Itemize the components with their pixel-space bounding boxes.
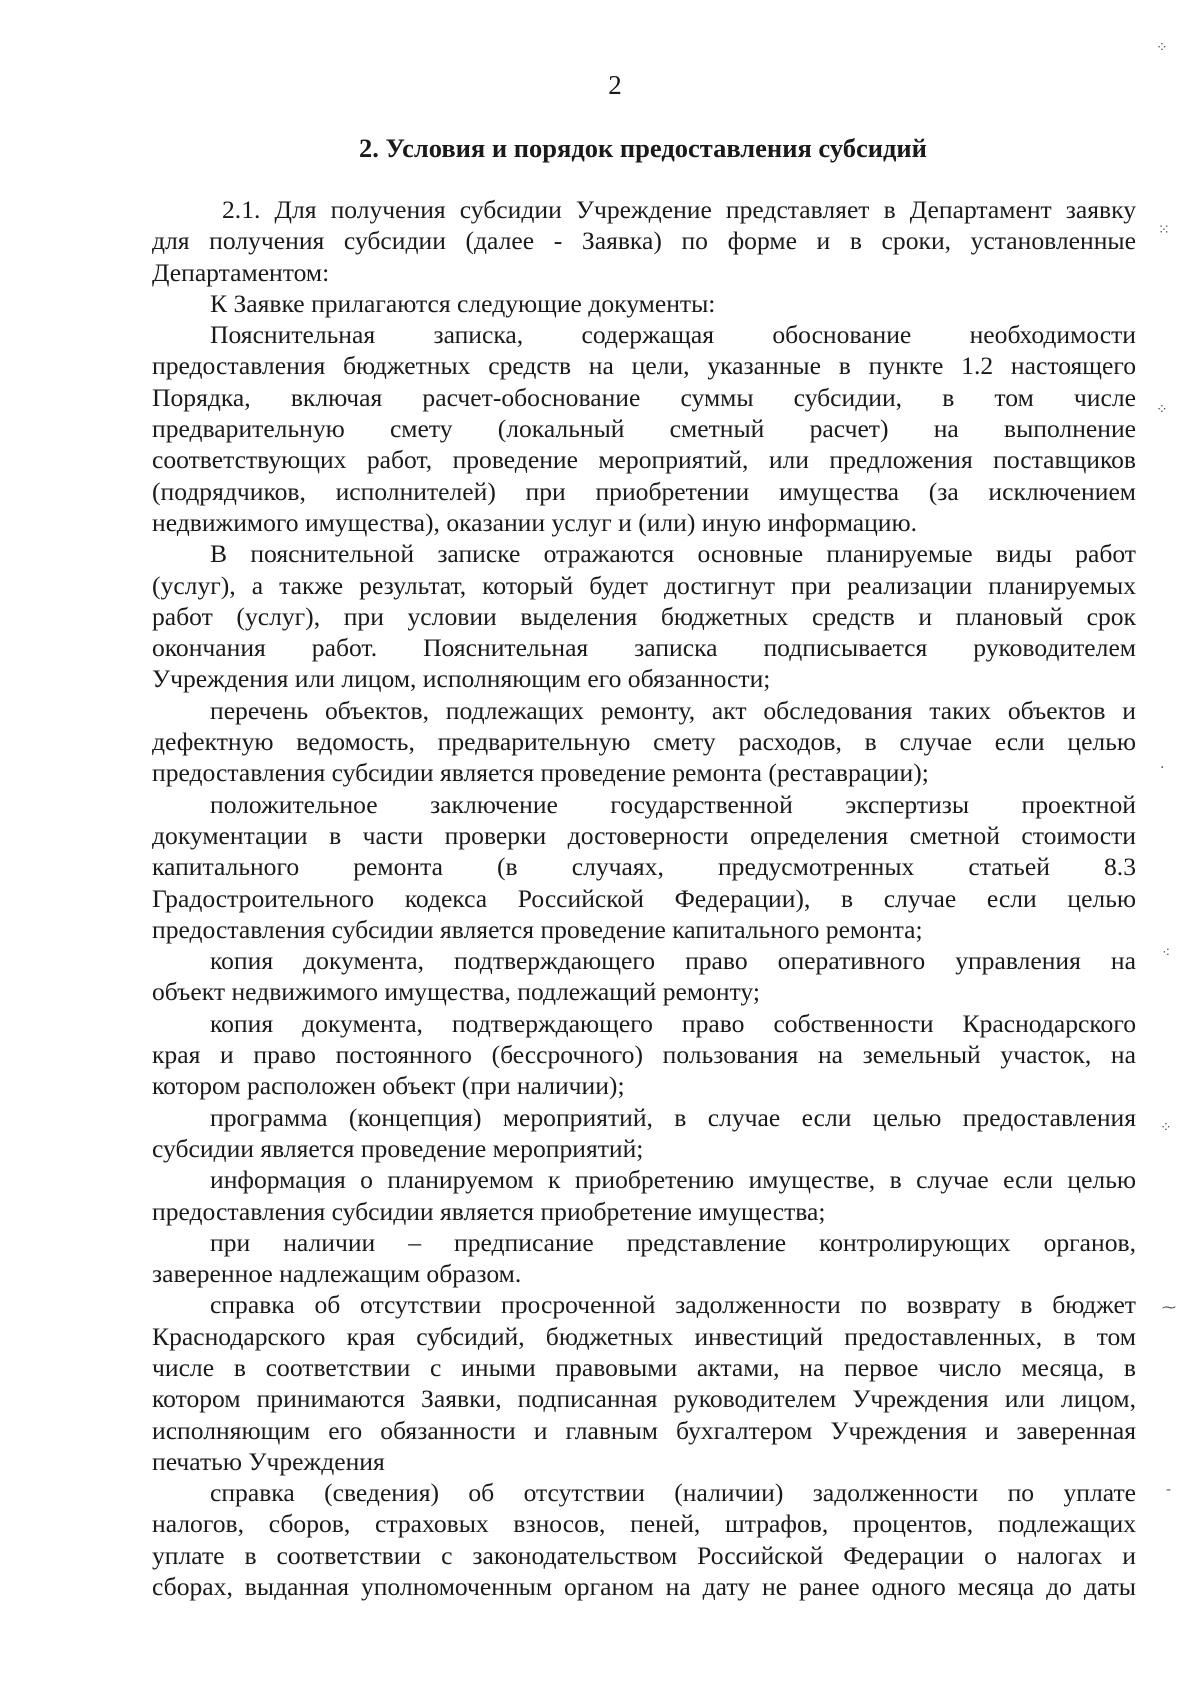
paragraph-operational-management: копия документа, подтверждающего право оперативного управления на объект недвижимого имущества, подлежащий ремонту; bbox=[152, 946, 1136, 1007]
scan-artifact: · bbox=[1160, 760, 1165, 776]
scan-artifact: ⁘ bbox=[1156, 40, 1168, 56]
paragraph-documents-intro: К Заявке прилагаются следующие документы: bbox=[210, 288, 716, 318]
paragraph-tax-certificate: справка (сведения) об отсутствии (наличии) задолженности по уплате налогов, сборов, страховых взносов, пеней, штрафов, процентов, подлежащих уплате в соответствии с законодательством Российской Федерации о налогах и сборах, выданная уполномоченным органом на дату не ранее одного месяца до даты bbox=[152, 1478, 1136, 1602]
scan-artifact: ⁓ bbox=[1162, 1300, 1176, 1316]
paragraph-explanatory-note: Пояснительная записка, содержащая обоснование необходимости предоставления бюджетных средств на цели, указанные в пункте 1.2 настоящего Порядка, включая расчет-обоснование суммы субсидии, в том числе предварительную смету (локальный сметный расчет) на выполнение соответствующих работ, проведение мероприятий, или предложения поставщиков (подрядчиков, исполнителей) при приобретении имущества (за исключением недвижимого имущества), оказании услуг и (или) иную информацию. bbox=[152, 320, 1136, 537]
paragraph-2-1: 2.1. Для получения субсидии Учреждение представляет в Департамент заявку для получения субсидии (далее - Заявка) по форме и в сроки, установленные Департаментом: bbox=[152, 195, 1136, 287]
scan-artifact: - bbox=[1166, 1482, 1172, 1498]
scan-artifact: ⁘ bbox=[1160, 1120, 1172, 1136]
paragraph-property-info: информация о планируемом к приобретению имуществе, в случае если целью предоставления субсидии является приобретение имущества; bbox=[152, 1165, 1136, 1226]
paragraph-repair-list: перечень объектов, подлежащих ремонту, акт обследования таких объектов и дефектную ведомость, предварительную смету расходов, в случае если целью предоставления субсидии является проведение ремонта (реставрации); bbox=[152, 695, 1136, 788]
paragraph-expertise: положительное заключение государственной экспертизы проектной документации в части проверки достоверности определения сметной стоимости капитального ремонта (в случаях, предусмотренных статьей 8.3 Градостроительного кодекса Российской Федерации), в случае если целью предоставления субсидии является проведение капитального ремонта; bbox=[152, 789, 1136, 944]
paragraph-prescription: при наличии – предписание представление контролирующих органов, заверенное надлежащим образом. bbox=[152, 1227, 1136, 1289]
paragraph-debt-certificate: справка об отсутствии просроченной задолженности по возврату в бюджет Краснодарского края субсидий, бюджетных инвестиций предоставленных, в том числе в соответствии с иными правовыми актами, на первое число месяца, в котором принимаются Заявки, подписанная руководителем Учреждения или лицом, исполняющим его обязанности и главным бухгалтером Учреждения и заверенная печатью Учреждения bbox=[152, 1290, 1136, 1476]
section-heading: 2. Условия и порядок предоставления субсидий bbox=[359, 133, 927, 163]
paragraph-program: программа (концепция) мероприятий, в случае если целью предоставления субсидии является проведение мероприятий; bbox=[152, 1102, 1136, 1163]
document-body bbox=[152, 194, 1136, 1602]
scan-artifact: ⁘ bbox=[1156, 402, 1168, 418]
paragraph-ownership: копия документа, подтверждающего право собственности Краснодарского края и право постоянного (бессрочного) пользования на земельный участок, на котором расположен объект (при наличии); bbox=[152, 1008, 1136, 1101]
paragraph-note-contents: В пояснительной записке отражаются основные планируемые виды работ (услуг), а также результат, который будет достигнут при реализации планируемых работ (услуг), при условии выделения бюджетных средств и плановый срок окончания работ. Пояснительная записка подписывается руководителем Учреждения или лицом, исполняющим его обязанности; bbox=[152, 539, 1136, 694]
scan-artifact: ⁖ bbox=[1162, 945, 1171, 961]
page-number: 2 bbox=[608, 70, 622, 100]
scan-artifact: ⁙ bbox=[1158, 222, 1170, 238]
